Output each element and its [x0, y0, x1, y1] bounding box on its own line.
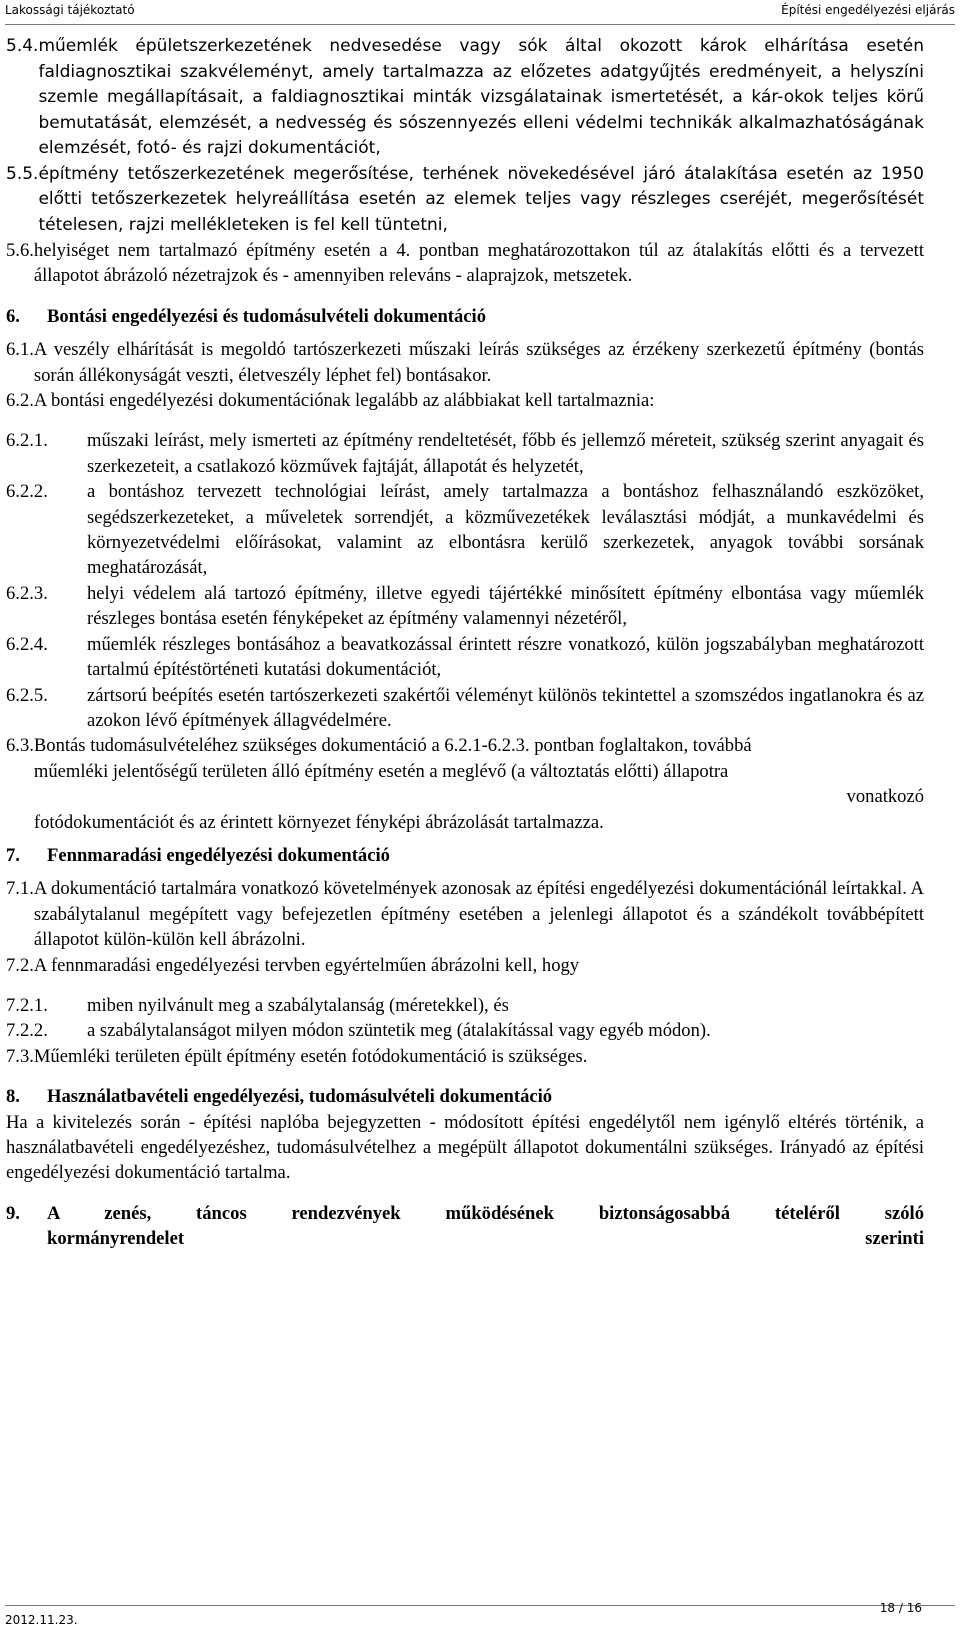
heading-6: 6. Bontási engedélyezési és tudomásulvételi dokumentáció [6, 305, 487, 327]
item-6-2-5: 6.2.5. zártsorú beépítés esetén tartószerkezeti szakértői véleményt különös tekintettel a szomszédos ingatlanokra és az azokon lévő építmények állagvédelmére. [6, 684, 924, 731]
header-right: Építési engedélyezési eljárás [781, 3, 955, 17]
item-7-2-2: 7.2.2. a szabálytalanságot milyen módon szüntetik meg (átalakítással vagy egyéb módon). [6, 1020, 711, 1042]
page-header [5, 3, 955, 17]
page-number: 18 / 16 [879, 1601, 922, 1615]
item-6-2-3: 6.2.3. helyi védelem alá tartozó építmény, illetve egyedi tájértékké minősített építmény elbontása vagy műemlék részleges bontása esetén fényképeket az építmény valamennyi nézetéről, [6, 582, 924, 630]
item-5-4: 5.4. műemlék épületszerkezetének nedvesedése vagy sók által okozott károk elhárítása esetén faldiagnosztikai szakvéleményt, amely tartalmazza az előzetes adatgyűjtés eredményeit, a helyszíni szemle megállapításait, a faldiagnosztikai minták vizsgálatainak ismertetését, a kár-okok teljes körű bemutatását, elemzését, a nedvesség és sószennyezés elleni védelmi technikák alkalmazhatóságának elemzését, fotó- és rajzi dokumentációt, [6, 36, 924, 158]
footer-date: 2012.11.23. [5, 1613, 78, 1627]
item-5-5: 5.5. építmény tetőszerkezetének megerősítése, terhének növekedésével járó átalakítása esetén az 1950 előtti tetőszerkezetek helyreállítása esetén az elemek teljes vagy részleges cseréjét, megerősítését tételesen, rajzi mellékleteken is fel kell tüntetni, [6, 163, 924, 235]
item-6-2: 6.2. A bontási engedélyezési dokumentációnak legalább az alábbiakat kell tartalmaznia: [6, 390, 655, 412]
section-5-continued [6, 34, 924, 238]
item-7-2-1: 7.2.1. miben nyilvánult meg a szabálytalanság (méretekkel), és [6, 994, 509, 1016]
section-7 [6, 876, 924, 1069]
paragraph-8: Ha a kivitelezés során - építési naplóba bejegyzetten - módosított építési engedélytől nem igénylő eltérés történik, a használatbavételi engedélyezéshez, tudomásulvételhez a megépült állapotot dokumentálni szükséges. Irányadó az építési engedélyezési dokumentáció tartalma. [6, 1111, 924, 1184]
item-6-2-1: 6.2.1. műszaki leírást, mely ismerteti az építmény rendeltetését, főbb és jellemző méreteit, szükség szerint anyagait és szerkezeteit, a csatlakozó közművek fajtáját, állapotát és helyzetét, [6, 430, 924, 477]
header-left: Lakossági tájékoztató [5, 3, 135, 17]
item-7-2: 7.2. A fennmaradási engedélyezési tervben egyértelműen ábrázolni kell, hogy [6, 954, 580, 976]
item-7-1: 7.1. A dokumentáció tartalmára vonatkozó követelmények azonosak az építési engedélyezési dokumentációnál leírtakkal. A szabálytalanul megépített vagy befejezetlen építmény esetében a jelenlegi állapotot és a szándékolt továbbépített állapotot külön-külön kell ábrázolni. [6, 878, 924, 951]
heading-7: 7. Fennmaradási engedélyezési dokumentáció [6, 844, 390, 866]
section-5-6 [6, 238, 924, 289]
item-6-2-4: 6.2.4. műemlék részleges bontásához a beavatkozással érintett részre vonatkozó, külön jogszabályban meghatározott tartalmú építéstörténeti kutatási dokumentációt, [6, 633, 924, 681]
item-7-3: 7.3. Műemléki területen épült építmény esetén fotódokumentáció is szükséges. [6, 1045, 588, 1067]
footer-divider [5, 1605, 955, 1606]
item-6-1: 6.1. A veszély elhárítását is megoldó tartószerkezeti műszaki leírás szükséges az érzékeny szerkezetű építmény (bontás során állékonyságát veszti, életveszély léphet fel) bontásakor. [6, 339, 924, 386]
item-6-3: 6.3. Bontás tudomásulvételéhez szükséges dokumentáció a 6.2.1-6.2.3. pontban foglaltakon, továbbá műemléki jelentőségű területen álló építmény esetén a meglévő (a változtatás előtti) állapotra vonatkozó fotódokumentációt és az érintett környezet fényképi ábrázolását tartalmazza. [6, 735, 924, 833]
document-body [6, 34, 924, 1252]
item-5-6: 5.6. helyiséget nem tartalmazó építmény esetén a 4. pontban meghatározottakon túl az átalakítás előtti és a tervezett állapotot ábrázoló nézetrajzok és - amennyiben releváns - alaprajzok, metszetek. [6, 240, 924, 287]
item-6-2-2: 6.2.2. a bontáshoz tervezett technológiai leírást, amely tartalmazza a bontáshoz felhasználandó eszközöket, segédszerkezeteket, a műveletek sorrendjét, a közművezetékek leválasztási módját, a munkavédelmi és környezetvédelmi előírásokat, valamint az elbontásra kerülő szerkezetek, anyagok további sorsának meghatározását, [6, 481, 924, 579]
section-6 [6, 337, 924, 835]
header-divider [5, 24, 955, 25]
heading-8: 8. Használatbavételi engedélyezési, tudomásulvételi dokumentáció [6, 1086, 553, 1108]
heading-9: 9. A zenés, táncos rendezvények működésének biztonságosabbá tételéről szóló kormányrendelet szerinti [6, 1202, 924, 1250]
